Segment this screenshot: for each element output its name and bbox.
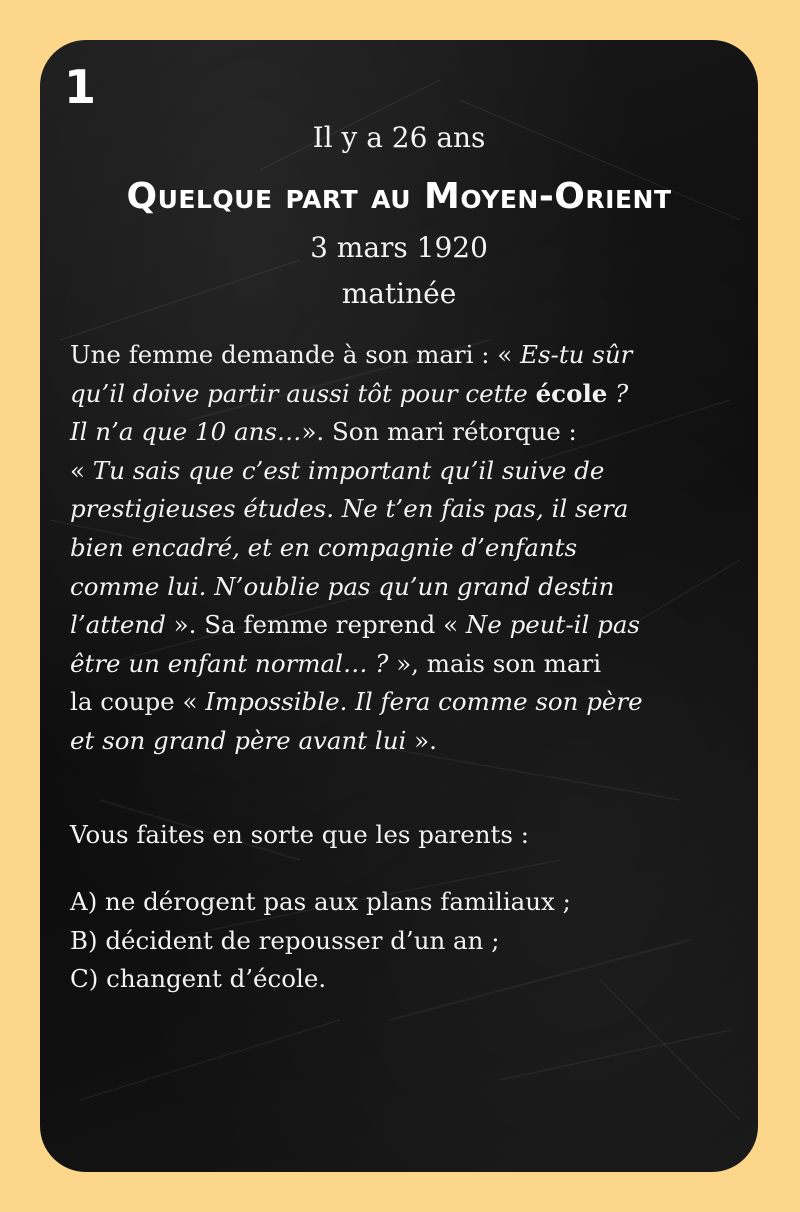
dialogue-fragment: être un enfant normal… ? <box>70 648 389 678</box>
narration-fragment: Une femme demande à son mari : « <box>70 340 521 369</box>
time-of-day: matinée <box>341 277 457 310</box>
narrative-line <box>70 645 738 684</box>
scenario-card <box>40 40 758 1172</box>
narration-fragment: ». Sa femme reprend « <box>165 610 466 640</box>
narrative-text <box>70 336 738 761</box>
time-ago: Il y a 26 ans <box>312 121 486 154</box>
card-number: 1 <box>64 60 97 114</box>
narrative-line <box>70 413 738 452</box>
emphasis-word: école <box>535 378 608 408</box>
option-b: B) décident de repousser d’un an ; <box>70 925 500 955</box>
dialogue-fragment: l’attend <box>70 610 166 640</box>
narrative-line <box>70 529 738 568</box>
narrative-line <box>70 568 738 607</box>
narration-fragment: la coupe « <box>70 687 206 717</box>
question-prompt: Vous faites en sorte que les parents : <box>70 820 529 849</box>
option-a: A) ne dérogent pas aux plans familiaux ; <box>70 887 571 916</box>
narration-fragment: ». <box>406 725 437 755</box>
narration-fragment: », mais son mari <box>388 648 602 678</box>
dialogue-fragment: Es-tu sûr <box>520 340 633 369</box>
dialogue-fragment: bien encadré, et en compagnie d’enfants <box>70 532 578 562</box>
narrative-line <box>70 375 738 414</box>
date-line: 3 mars 1920 <box>310 231 488 264</box>
dialogue-fragment: Tu sais que c’est important qu’il suive de <box>92 455 605 485</box>
dialogue-fragment: Ne peut-il pas <box>465 610 641 640</box>
option-c: C) changent d’école. <box>70 964 327 993</box>
narration-fragment: ». Son mari rétorque : <box>301 417 577 447</box>
narrative-line <box>70 452 738 491</box>
dialogue-fragment: qu’il doive partir aussi tôt pour cette <box>70 378 536 408</box>
dialogue-fragment: prestigieuses études. Ne t’en fais pas, il sera <box>70 494 629 524</box>
narrative-line <box>70 722 738 761</box>
dialogue-fragment: et son grand père avant lui <box>70 725 407 755</box>
narrative-line <box>70 490 738 529</box>
narrative-line <box>70 683 738 722</box>
narrative-line <box>70 336 738 375</box>
dialogue-fragment: Impossible. Il fera comme son père <box>205 687 643 717</box>
narrative-line <box>70 606 738 645</box>
dialogue-fragment: Il n’a que 10 ans… <box>70 417 302 447</box>
location-title: Quelque part au Moyen-Orient <box>126 176 672 217</box>
options-list <box>70 883 738 999</box>
dialogue-fragment: comme lui. N’oublie pas qu’un grand destin <box>70 571 615 601</box>
narration-fragment: « <box>70 455 93 485</box>
dialogue-fragment: ? <box>607 378 629 408</box>
